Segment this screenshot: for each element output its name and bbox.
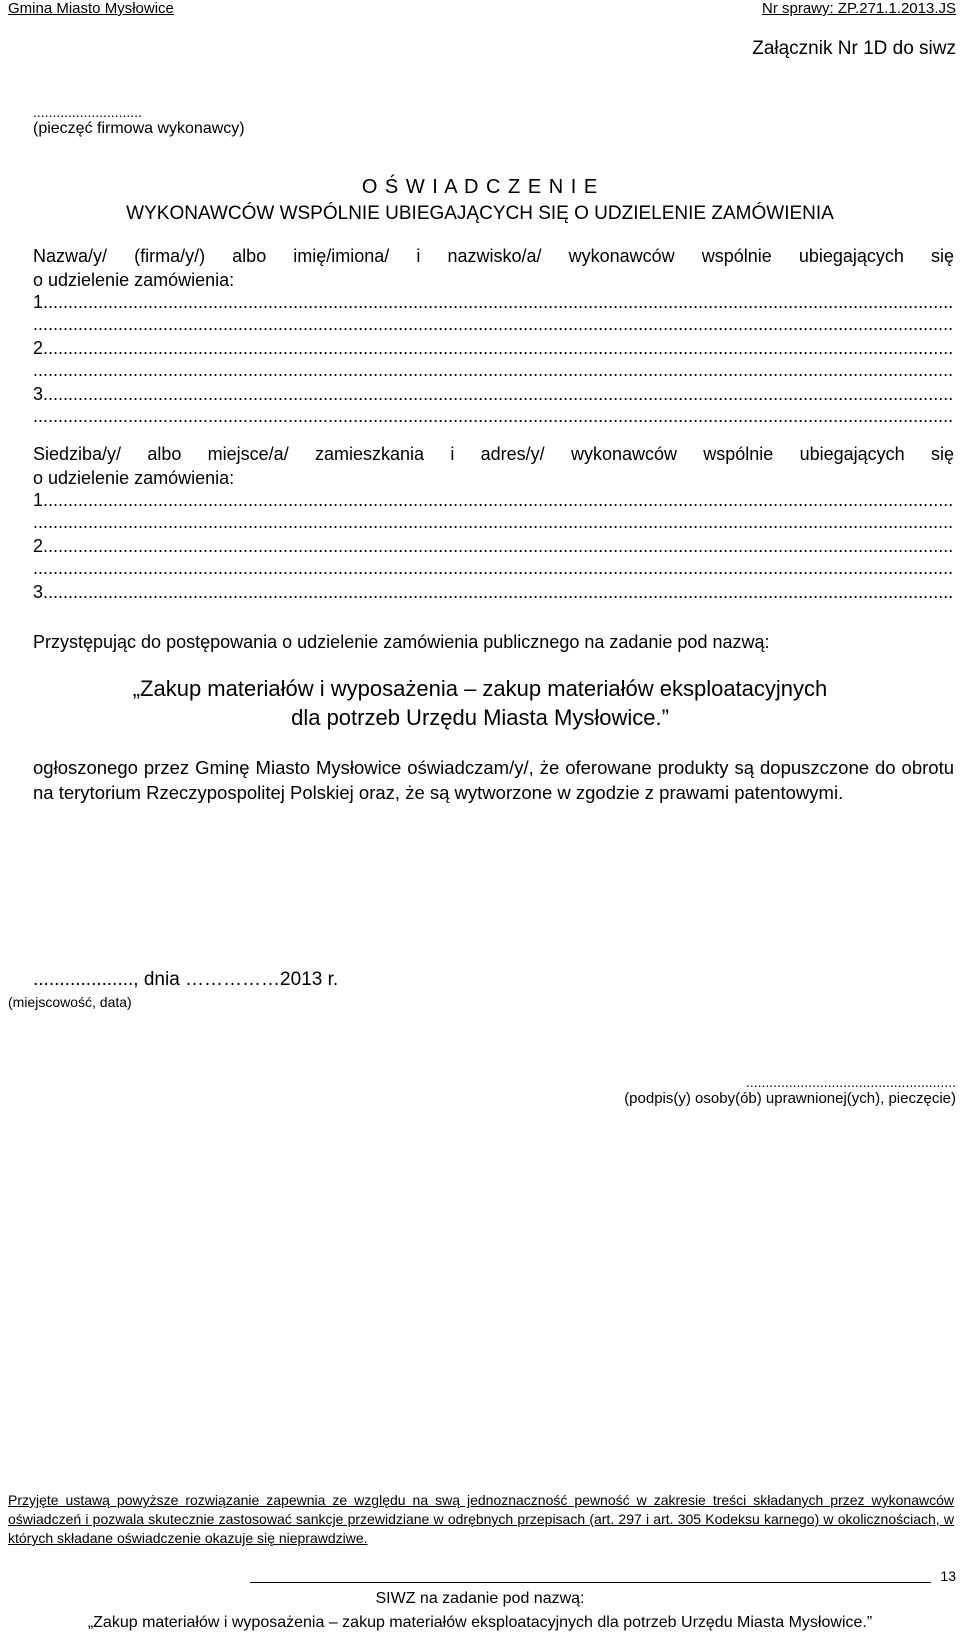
place-date-line: ..................., dnia ……………2013 r. (33, 969, 339, 990)
address-line-number: 1. (33, 490, 49, 510)
name-line-number: 2. (33, 338, 49, 358)
address-line-number: 3. (33, 582, 49, 602)
footer-line2: „Zakup materiałów i wyposażenia – zakup materiałów eksploatacyjnych dla potrzeb Urzędu Miasta Mysłowice.” (87, 1614, 873, 1631)
footer-line1: SIWZ na zadanie pod nazwą: (375, 1590, 585, 1607)
name-line-2-continued (33, 360, 954, 382)
signature-dots: ...................................................... (745, 1074, 956, 1090)
intro-text: Przystępując do postępowania o udzielenie zamówienia publicznego na zadanie pod nazwą: (33, 632, 770, 652)
stamp-dots: ............................ (33, 104, 142, 120)
address-line-3 (33, 582, 954, 604)
header-institution: Gmina Miasto Mysłowice (8, 0, 174, 17)
document-title: O Ś W I A D C Z E N I E (361, 176, 599, 198)
name-line-2 (33, 338, 954, 360)
address-line-2-continued (33, 558, 954, 580)
footnote: Przyjęte ustawą powyższe rozwiązanie zapewnia ze względu na swą jednoznaczność pewność w zakresie treści składanych przez wykonawców oświadczeń i pozwala skutecznie zastosować sankcje przewidziane w odrębnych przepisach (art. 297 i art. 305 Kodeksu karnego) w okolicznościach, w których składane oświadczenie okazuje się nieprawdziwe. (8, 1492, 954, 1546)
name-line-1 (33, 292, 954, 314)
address-line-1-continued (33, 512, 954, 534)
name-line-number: 3. (33, 384, 49, 404)
section2-heading-line1: Siedziba/y/ albo miejsce/a/ zamieszkania i adres/y/ wykonawców wspólnie ubiegających się (33, 444, 954, 464)
header-case-number: Nr sprawy: ZP.271.1.2013.JS (762, 0, 956, 17)
subject-line1: „Zakup materiałów i wyposażenia – zakup materiałów eksploatacyjnych (132, 676, 828, 701)
name-line-3-continued (33, 406, 954, 428)
address-line-1 (33, 490, 954, 512)
section1-heading-line1: Nazwa/y/ (firma/y/) albo imię/imiona/ i nazwisko/a/ wykonawców wspólnie ubiegających się (33, 246, 954, 266)
name-line-1-continued (33, 314, 954, 336)
subject-line2: dla potrzeb Urzędu Miasta Mysłowice.” (291, 705, 669, 730)
signature-label: (podpis(y) osoby(ób) uprawnionej(ych), pieczęcie) (624, 1090, 956, 1107)
name-line-number: 1. (33, 292, 49, 312)
address-line-2 (33, 536, 954, 558)
name-line-3 (33, 384, 954, 406)
section2-heading-line2: o udzielenie zamówienia: (33, 468, 235, 488)
footer-divider (250, 1582, 931, 1583)
section1-heading-line2: o udzielenie zamówienia: (33, 270, 235, 290)
stamp-label: (pieczęć firmowa wykonawcy) (33, 120, 245, 137)
declaration-text: ogłoszonego przez Gminę Miasto Mysłowice oświadczam/y/, że oferowane produkty są dopuszczone do obrotu na terytorium Rzeczypospolitej Polskiej oraz, że są wytworzone w zgodzie z prawami patentowymi. (33, 757, 954, 803)
document-subtitle: WYKONAWCÓW WSPÓLNIE UBIEGAJĄCYCH SIĘ O UDZIELENIE ZAMÓWIENIA (126, 203, 834, 224)
address-line-number: 2. (33, 536, 49, 556)
annex-label: Załącznik Nr 1D do siwz (752, 38, 956, 59)
place-date-label: (miejscowość, data) (8, 994, 132, 1010)
page-number: 13 (940, 1568, 956, 1584)
